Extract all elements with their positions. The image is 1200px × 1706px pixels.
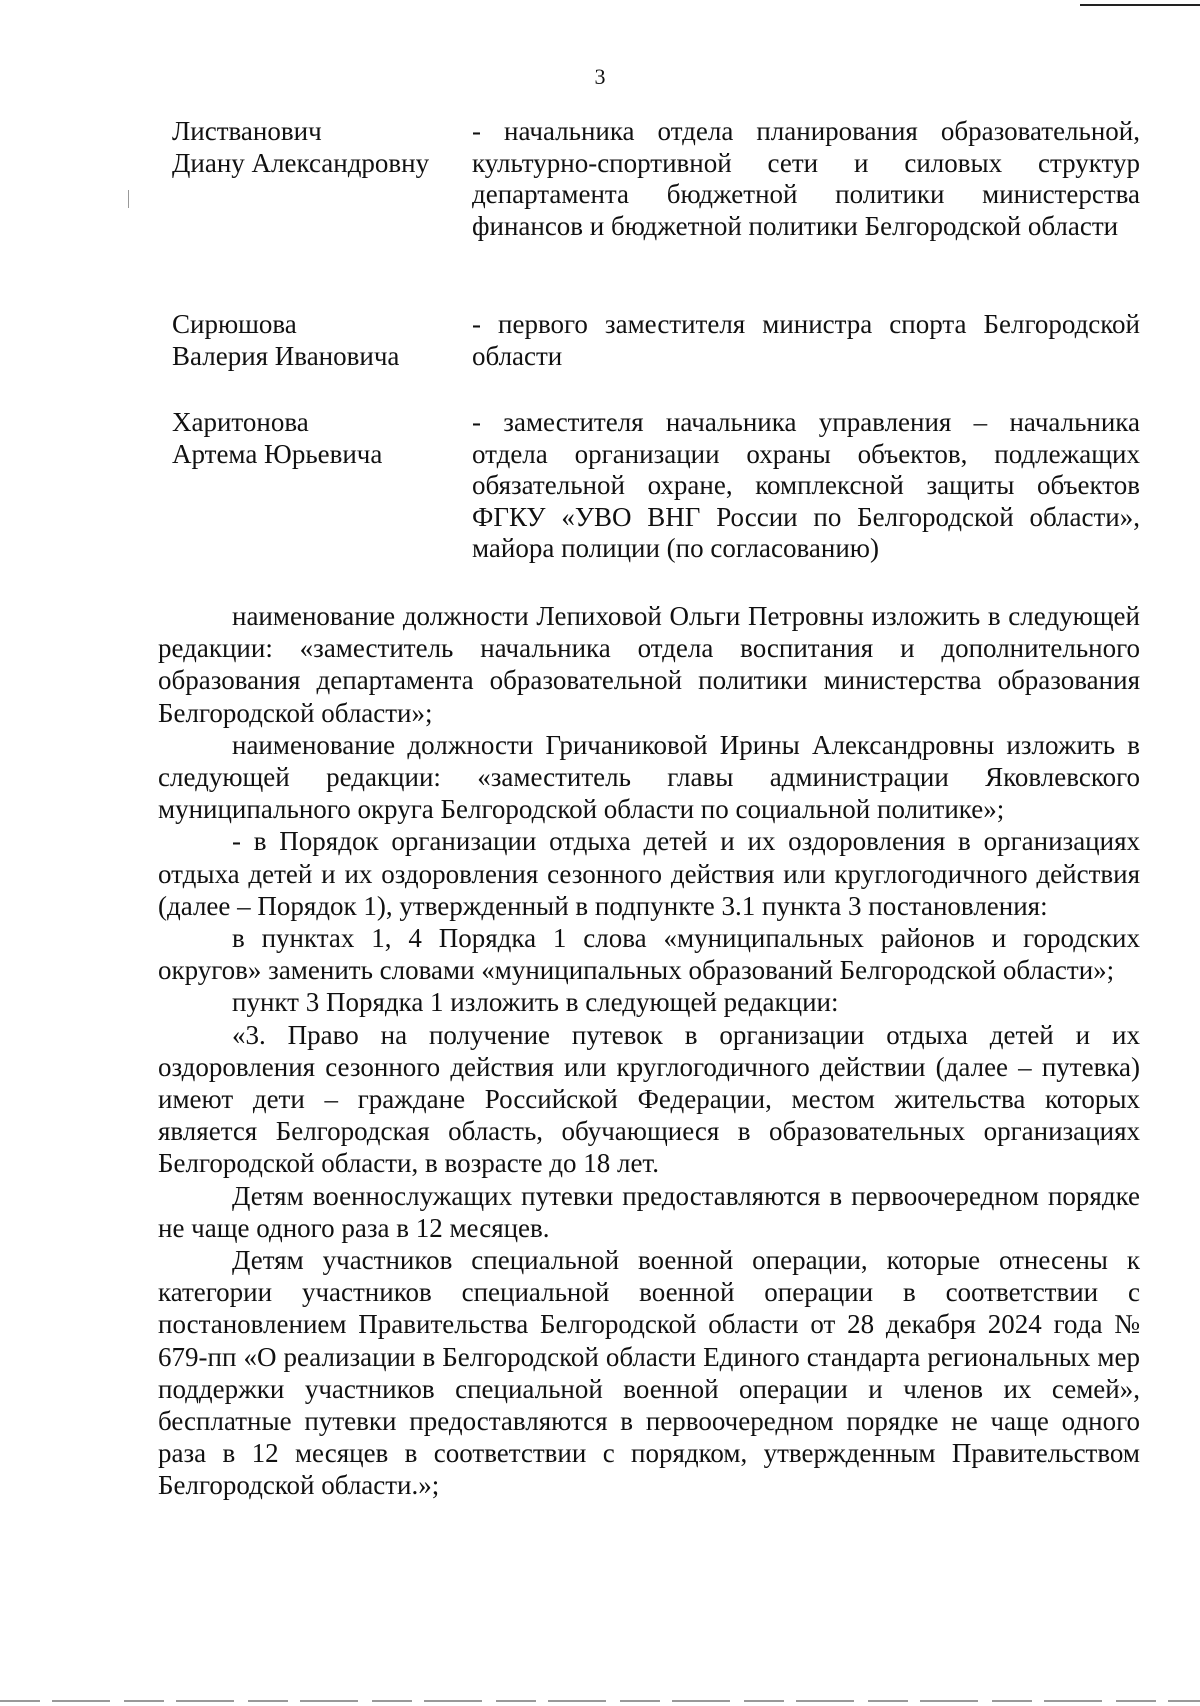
paragraph: - в Порядок организации отдыха детей и их оздоровления в организациях отдыха детей и их оздоровления сезонного действия или круглогодичного действия (далее – Порядок 1), утвержденный в подпункте 3.1 пункта 3 постановления: [158,826,1140,921]
paragraph: Детям военнослужащих путевки предоставляются в первоочередном порядке не чаще одного раза в 12 месяцев. [158,1180,1140,1243]
member-name [172,407,462,470]
paragraph: пункт 3 Порядка 1 изложить в следующей редакции: [232,987,839,1018]
scan-edge-line-top [1080,4,1200,6]
paragraph: Детям участников специальной военной операции, которые отнесены к категории участников специальной военной операции в соответствии с постановлением Правительства Белгородской области от 28 декабря 2024 года № 679-пп «О реализации в Белгородской области Единого стандарта региональных мер поддержки участников специальной военной операции и членов их семей», бесплатные путевки предоставляются в первоочередном порядке не чаще одного раза в 12 месяцев в соответствии с порядком, утвержденным Правительством Белгородской области.»; [158,1245,1140,1501]
member-given-names: Валерия Ивановича [172,340,400,371]
member-name [172,116,462,179]
member-name [172,309,462,372]
member-given-names: Диану Александровну [172,147,430,178]
member-given-names: Артема Юрьевича [172,438,383,469]
member-surname: Сирюшова [172,309,297,339]
paragraph: «3. Право на получение путевок в организации отдыха детей и их оздоровления сезонного действия или круглогодичного действии (далее – путевка) имеют дети – граждане Российской Федерации, местом жительства которых является Белгородская область, обучающиеся в образовательных организациях Белгородской области, в возрасте до 18 лет. [158,1019,1140,1179]
paragraph: наименование должности Гричаниковой Ирины Александровны изложить в следующей редакции: «заместитель главы администрации Яковлевского муниципального округа Белгородской области по социальной политике»; [158,729,1140,825]
member-position: - первого заместителя министра спорта Белгородской области [472,309,1140,371]
member-position: - заместителя начальника управления – начальника отдела организации охраны объектов, подлежащих обязательной охране, комплексной защиты объектов ФГКУ «УВО ВНГ России по Белгородской области», майора полиции (по согласованию) [472,407,1140,563]
scan-mark [128,190,129,208]
scan-edge-line-bottom [0,1700,1200,1702]
member-surname: Харитонова [172,407,309,437]
page-number: 3 [594,64,606,89]
member-position: - начальника отдела планирования образовательной, культурно-спортивной сети и силовых структур департамента бюджетной политики министерства финансов и бюджетной политики Белгородской области [472,116,1140,241]
document-body [158,600,1140,1502]
paragraph: наименование должности Лепиховой Ольги Петровны изложить в следующей редакции: «заместитель начальника отдела воспитания и дополнительного образования департамента образовательной политики министерства образования Белгородской области»; [158,601,1140,728]
paragraph: в пунктах 1, 4 Порядка 1 слова «муниципальных районов и городских округов» заменить словами «муниципальных образований Белгородской области»; [158,923,1140,986]
member-surname: Листванович [172,116,322,146]
